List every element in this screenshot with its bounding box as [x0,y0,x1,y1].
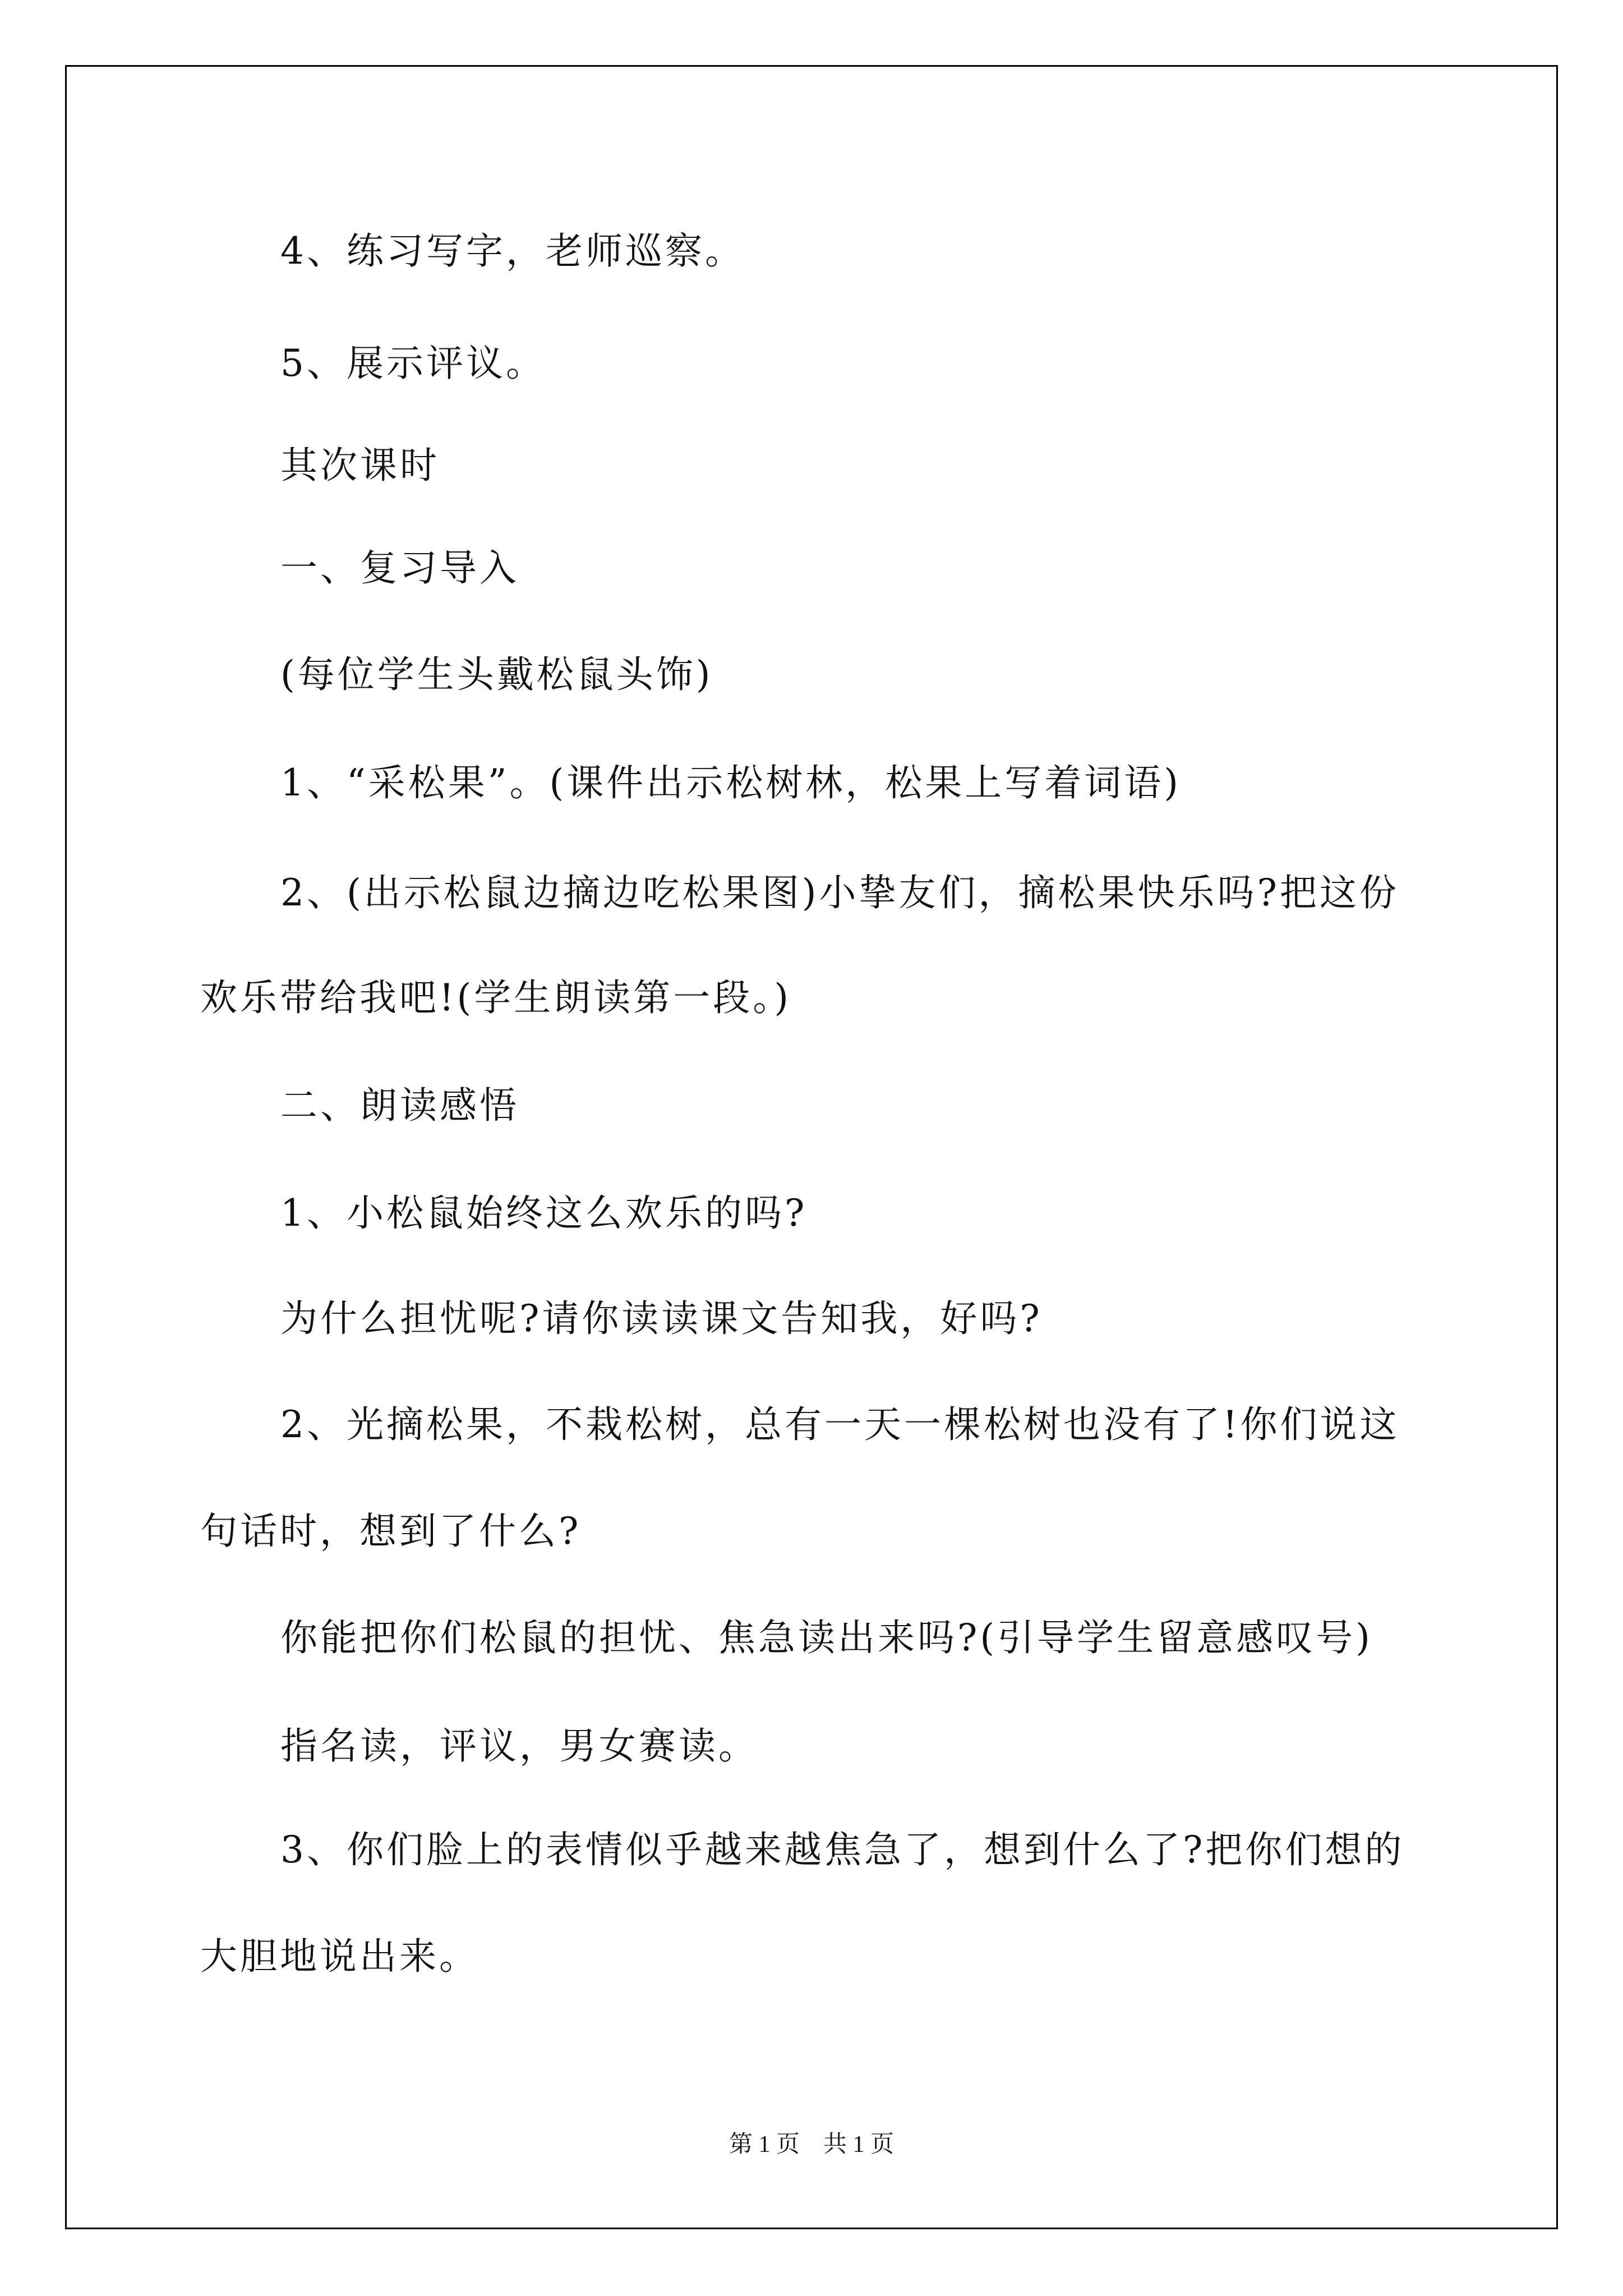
text-line-1: 4、练习写字，老师巡察。 [280,229,745,273]
text-line-11: 为什么担忧呢?请你读读课文告知我，好吗? [280,1297,1043,1340]
text-line-13: 句话时，想到了什么? [200,1510,582,1553]
text-line-16: 3、你们脸上的表情似乎越来越焦急了，想到什么了?把你们想的 [280,1828,1405,1871]
text-line-2: 5、展示评议。 [280,342,546,385]
text-line-8: 欢乐带给我吧!(学生朗读第一段。) [200,976,792,1019]
text-line-9: 二、朗读感悟 [280,1084,519,1127]
text-line-4: 一、复习导入 [280,546,519,590]
text-line-12: 2、光摘松果，不栽松树，总有一天一棵松树也没有了!你们说这 [280,1403,1400,1446]
page-border [65,65,1558,2229]
text-line-5: (每位学生头戴松鼠头饰) [280,653,713,696]
text-line-6: 1、“采松果”。(课件出示松树林，松果上写着词语) [280,761,1181,804]
text-line-17: 大胆地说出来。 [200,1935,479,1978]
text-line-3: 其次课时 [280,444,440,487]
text-line-14: 你能把你们松鼠的担忧、焦急读出来吗?(引导学生留意感叹号) [280,1616,1373,1659]
text-line-15: 指名读，评议，男女赛读。 [280,1724,758,1768]
page-number: 第 1 页 共 1 页 [728,2132,894,2157]
text-line-10: 1、小松鼠始终这么欢乐的吗? [280,1191,808,1235]
text-line-7: 2、(出示松鼠边摘边吃松果图)小挚友们，摘松果快乐吗?把这份 [280,871,1399,914]
